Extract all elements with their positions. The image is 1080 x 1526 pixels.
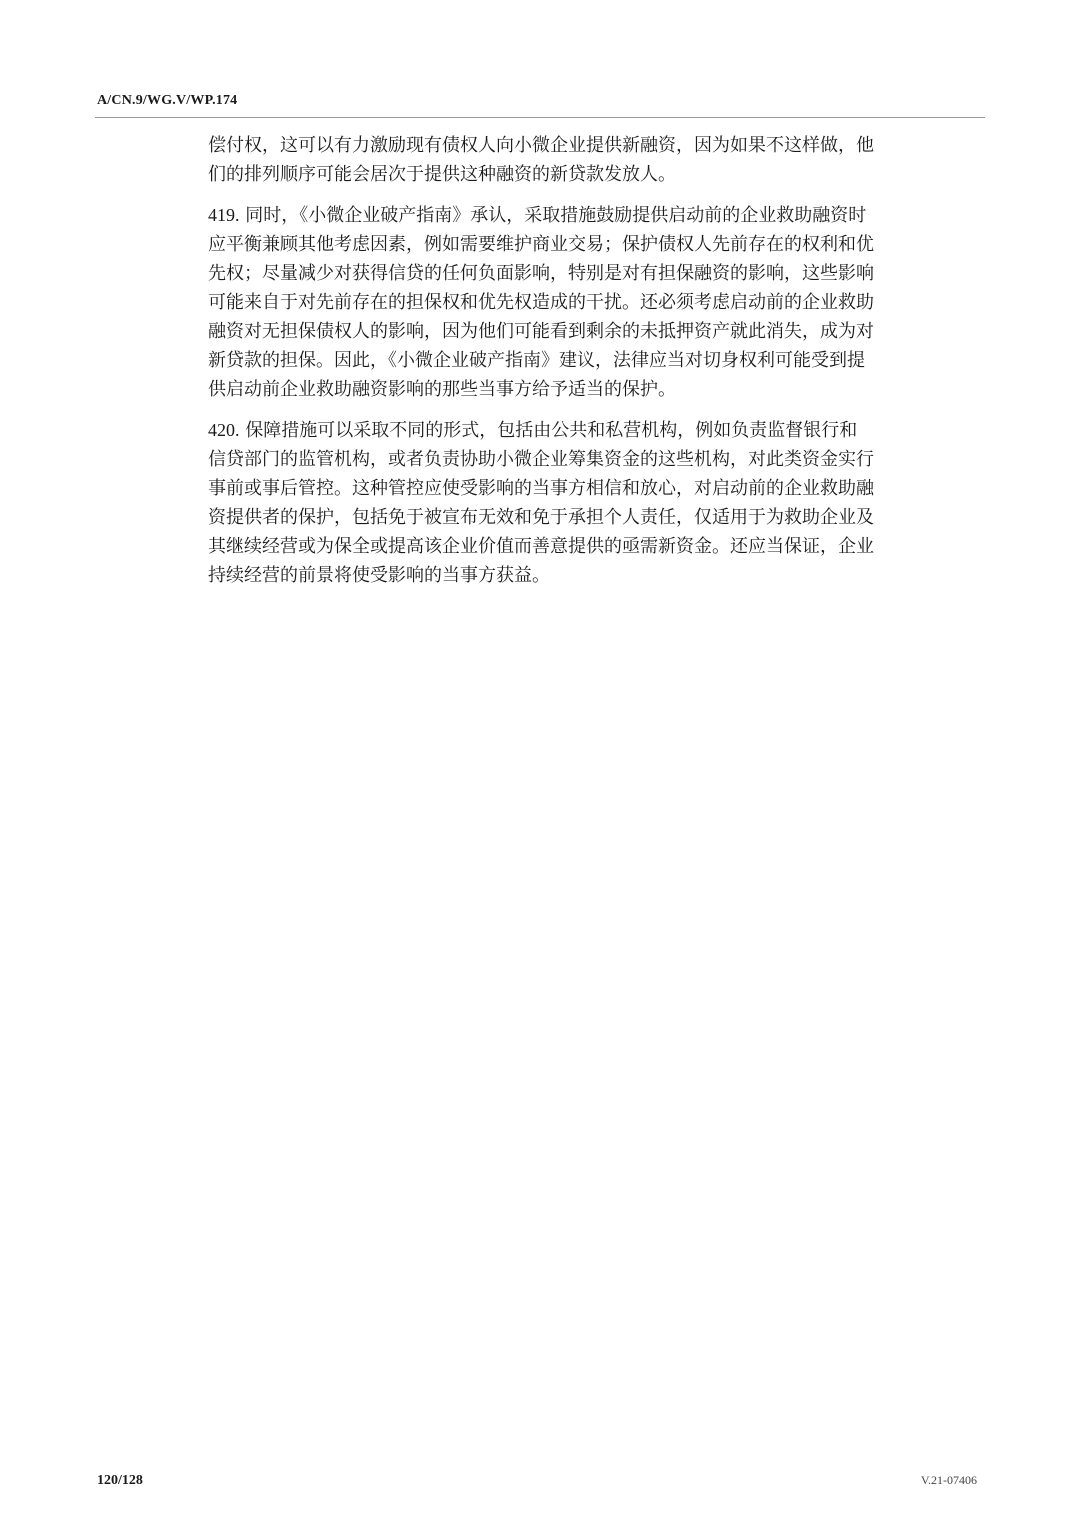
paragraph-number: 419. [208, 205, 240, 225]
paragraph-continued [208, 131, 874, 189]
job-number: V.21-07406 [920, 1473, 977, 1487]
paragraph-419 [208, 201, 874, 404]
page-number: 120/128 [97, 1473, 143, 1488]
paragraph-text: 保障措施可以采取不同的形式，包括由公共和私营机构，例如负责监督银行和信贷部门的监管机构，或者负责协助小微企业筹集资金的这些机构，对此类资金实行事前或事后管控。这种管控应使受影响的当事方相信和放心，对启动前的企业救助融资提供者的保护，包括免于被宣布无效和免于承担个人责任，仅适用于为救助企业及其继续经营或为保全或提高该企业价值而善意提供的亟需新资金。还应当保证，企业持续经营的前景将使受影响的当事方获益。 [208, 420, 874, 586]
paragraph-text: 偿付权，这可以有力激励现有债权人向小微企业提供新融资，因为如果不这样做，他们的排列顺序可能会居次于提供这种融资的新贷款发放人。 [208, 135, 874, 185]
paragraph-text: 同时，《小微企业破产指南》承认，采取措施鼓励提供启动前的企业救助融资时应平衡兼顾其他考虑因素，例如需要维护商业交易；保护债权人先前存在的权利和优先权；尽量减少对获得信贷的任何负面影响，特别是对有担保融资的影响，这些影响可能来自于对先前存在的担保权和优先权造成的干扰。还必须考虑启动前的企业救助融资对无担保债权人的影响，因为他们可能看到剩余的未抵押资产就此消失，成为对新贷款的担保。因此，《小微企业破产指南》建议，法律应当对切身权利可能受到提供启动前企业救助融资影响的那些当事方给予适当的保护。 [208, 205, 874, 400]
document-body [208, 131, 874, 602]
document-symbol: A/CN.9/WG.V/WP.174 [97, 93, 238, 108]
paragraph-number: 420. [208, 420, 240, 440]
header-divider [95, 117, 985, 118]
paragraph-420 [208, 416, 874, 590]
